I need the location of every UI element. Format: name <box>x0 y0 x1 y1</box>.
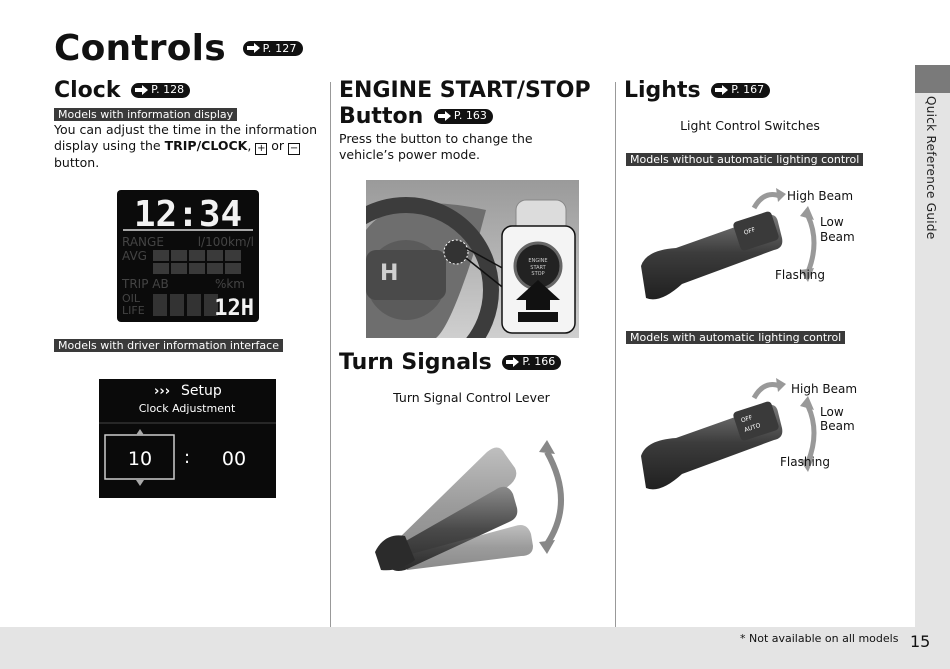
clock-instructions <box>54 122 319 171</box>
lights-ref-text: P. 167 <box>731 83 765 96</box>
engine-heading-line1: ENGINE START/STOP <box>339 78 591 103</box>
turn-ref-link[interactable] <box>502 355 561 370</box>
display-oil: OIL <box>122 292 141 305</box>
information-display-image <box>117 190 259 322</box>
display-time: 12:34 <box>133 194 243 235</box>
label-beam-2: Beam <box>820 419 855 433</box>
display-avg: AVG <box>122 249 147 263</box>
column-divider <box>330 82 331 627</box>
side-label: Quick Reference Guide <box>924 96 938 240</box>
turn-heading <box>339 350 561 376</box>
engine-ref-text: P. 163 <box>453 109 487 122</box>
clock-heading-text: Clock <box>54 78 121 103</box>
clock-or-text: or <box>271 138 285 153</box>
ref-arrow-icon <box>714 85 728 95</box>
plus-key-icon: + <box>257 143 266 154</box>
setup-subtitle: Clock Adjustment <box>138 402 236 415</box>
low-beam-arrow-icon <box>808 406 814 462</box>
turn-heading-text: Turn Signals <box>339 350 492 375</box>
label-high-beam-2: High Beam <box>791 382 858 396</box>
lights-heading-text: Lights <box>624 78 701 103</box>
engine-button-image <box>366 180 579 338</box>
trip-clock-label: TRIP/CLOCK <box>164 138 248 153</box>
display-trip: TRIP AB <box>122 277 169 291</box>
engine-heading <box>339 78 591 130</box>
band-without-auto: Models without automatic lighting control <box>626 153 863 166</box>
ref-arrow-icon <box>505 357 519 367</box>
band-with-auto: Models with automatic lighting control <box>626 331 845 344</box>
footnote: * Not available on all models <box>740 632 899 645</box>
setup-minutes: 00 <box>221 448 247 470</box>
light-switch-image-1 <box>636 186 836 306</box>
lights-heading <box>624 78 770 104</box>
minus-key-icon: − <box>289 143 299 154</box>
clock-ref-link[interactable] <box>131 83 190 98</box>
label-high-beam-1: High Beam <box>787 189 854 203</box>
rotation-arrow-icon <box>547 452 561 544</box>
clock-heading <box>54 78 190 104</box>
display-life: LIFE <box>122 304 145 317</box>
engine-heading-line2-text: Button <box>339 104 424 129</box>
clock-text-1: You can adjust the time in the information display using the <box>54 122 318 153</box>
engine-ref-link[interactable] <box>434 109 493 124</box>
turn-signal-lever-image <box>375 432 575 572</box>
clock-text-2: button. <box>54 155 100 170</box>
high-beam-arrow-icon <box>754 195 780 209</box>
page-title <box>54 28 303 69</box>
display-range: RANGE <box>122 235 164 249</box>
turn-ref-text: P. 166 <box>522 355 556 368</box>
clock-text-sep: , <box>247 138 252 153</box>
setup-display-image <box>99 379 276 498</box>
page-ref-link[interactable] <box>243 41 303 56</box>
switch2-auto: AUTO <box>743 422 762 434</box>
column-divider <box>615 82 616 627</box>
label-low-1: Low <box>820 215 844 229</box>
setup-colon: : <box>183 447 191 468</box>
label-flashing-2: Flashing <box>780 455 831 469</box>
label-beam-1: Beam <box>820 230 855 244</box>
side-tab-marker <box>915 65 950 93</box>
label-low-2: Low <box>820 405 844 419</box>
engine-button-label-2: START <box>530 265 546 271</box>
engine-heading-line2 <box>339 104 591 130</box>
ref-arrow-icon <box>246 43 260 53</box>
high-beam-arrow-icon <box>754 385 780 399</box>
switch2-off: OFF <box>740 414 754 425</box>
band-driver-interface: Models with driver information interface <box>54 339 283 352</box>
low-beam-arrow-icon <box>808 216 814 272</box>
ref-arrow-icon <box>437 111 451 121</box>
engine-button-label-3: STOP <box>531 271 545 277</box>
svg-text:H: H <box>380 261 399 286</box>
chevrons-icon: ››› <box>154 384 171 399</box>
setup-title: Setup <box>181 383 222 399</box>
lights-caption: Light Control Switches <box>680 118 820 133</box>
engine-button-label-1: ENGINE <box>528 258 548 264</box>
lights-ref-link[interactable] <box>711 83 770 98</box>
clock-ref-text: P. 128 <box>151 83 185 96</box>
band-info-display: Models with information display <box>54 108 237 121</box>
ref-arrow-icon <box>134 85 148 95</box>
label-flashing-1: Flashing <box>775 268 826 282</box>
switch1-off: OFF <box>743 226 757 237</box>
engine-text: Press the button to change the vehicle’s power mode. <box>339 131 533 162</box>
setup-hours: 10 <box>127 448 153 470</box>
display-unit1: l/100km/l <box>197 235 254 249</box>
turn-caption: Turn Signal Control Lever <box>393 390 550 405</box>
display-hours: 12H <box>214 296 254 321</box>
display-unit2: %km <box>214 277 245 291</box>
page-number: 15 <box>910 632 931 651</box>
page-ref-text: P. 127 <box>262 41 297 55</box>
page-title-text: Controls <box>54 28 226 69</box>
